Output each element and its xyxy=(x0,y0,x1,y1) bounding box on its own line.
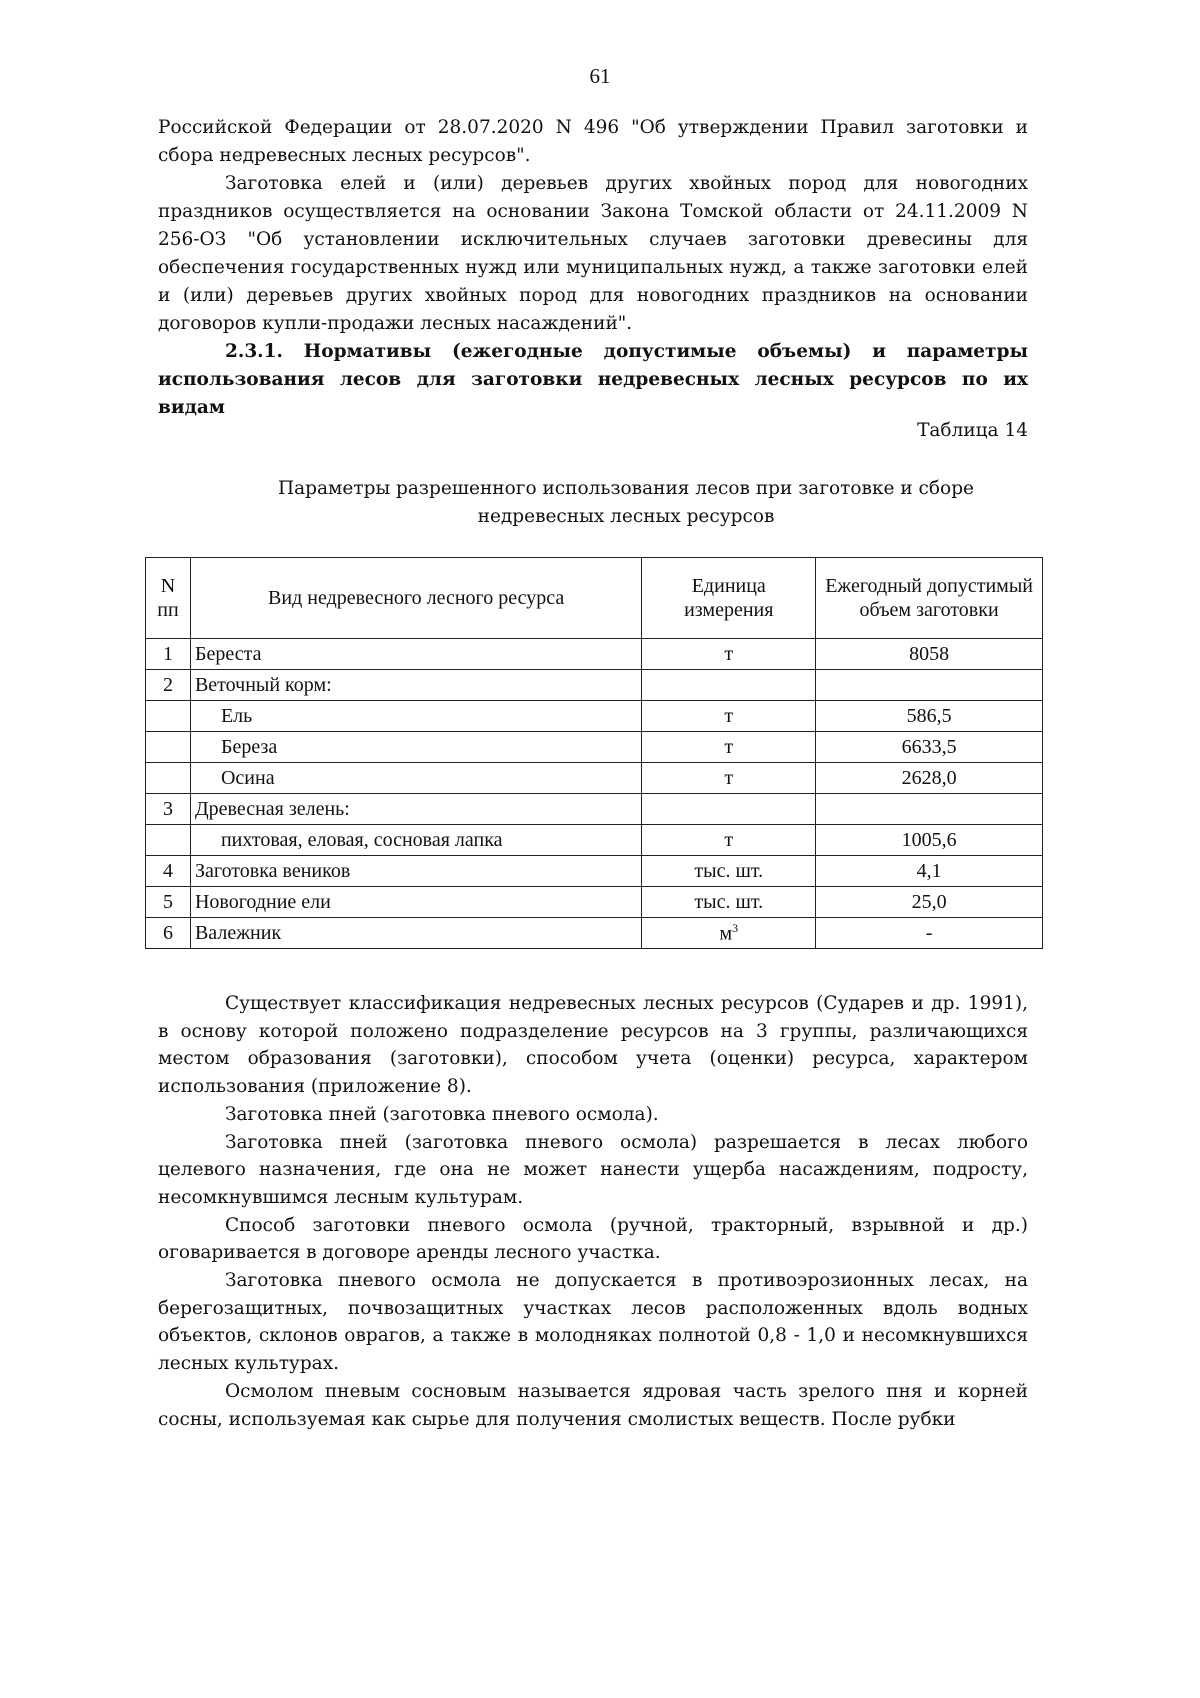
cell-unit: т xyxy=(642,701,816,732)
table-row xyxy=(146,701,1043,732)
table-row xyxy=(146,794,1043,825)
table-row xyxy=(146,856,1043,887)
cell-number xyxy=(146,732,191,763)
cell-number xyxy=(146,763,191,794)
body-paragraph: Заготовка пневого осмола не допускается в противоэрозионных лесах, на берегозащитных, почвозащитных участках лесов расположенных вдоль водных объектов, склонов оврагов, а также в молодняках полнотой 0,8 - 1,0 и несомкнувшихся лесных культурах. xyxy=(158,1270,1028,1375)
cell-resource: пихтовая, еловая, сосновая лапка xyxy=(190,825,641,856)
cell-number: 2 xyxy=(146,670,191,701)
cell-number: 1 xyxy=(146,639,191,670)
resources-table xyxy=(145,557,1043,949)
cell-unit: т xyxy=(642,639,816,670)
cell-resource: Ель xyxy=(190,701,641,732)
cell-resource: Новогодние ели xyxy=(190,887,641,918)
header-number: N пп xyxy=(146,558,191,639)
cell-unit xyxy=(642,670,816,701)
cell-number: 3 xyxy=(146,794,191,825)
cell-resource: Веточный корм: xyxy=(190,670,641,701)
table-row xyxy=(146,918,1043,949)
cell-number: 4 xyxy=(146,856,191,887)
cell-volume: 4,1 xyxy=(816,856,1043,887)
table-row xyxy=(146,763,1043,794)
page-number: 61 xyxy=(589,64,611,88)
body-paragraph: Осмолом пневым сосновым называется ядровая часть зрелого пня и корней сосны, используемая как сырье для получения смолистых веществ. После рубки xyxy=(158,1380,1028,1430)
cell-resource: Древесная зелень: xyxy=(190,794,641,825)
body-paragraph: Существует классификация недревесных лесных ресурсов (Сударев и др. 1991), в основу которой положено подразделение ресурсов на 3 группы, различающихся местом образования (заготовки), способом учета (оценки) ресурса, характером использования (приложение 8). xyxy=(158,993,1028,1098)
header-resource: Вид недревесного лесного ресурса xyxy=(190,558,641,639)
cell-volume: 8058 xyxy=(816,639,1043,670)
table-caption: Параметры разрешенного использования лесов при заготовке и сборе недревесных лесных ресурсов xyxy=(278,478,974,527)
table-row xyxy=(146,639,1043,670)
cell-resource: Валежник xyxy=(190,918,641,949)
cell-unit xyxy=(642,794,816,825)
cell-resource: Осина xyxy=(190,763,641,794)
section-heading: 2.3.1. Нормативы (ежегодные допустимые объемы) и параметры использования лесов для заготовки недревесных лесных ресурсов по их видам xyxy=(158,341,1028,418)
intro-paragraph-1: Российской Федерации от 28.07.2020 N 496 "Об утверждении Правил заготовки и сбора недревесных лесных ресурсов". xyxy=(158,117,1028,166)
cell-volume: 586,5 xyxy=(816,701,1043,732)
cell-unit: т xyxy=(642,732,816,763)
cell-number xyxy=(146,825,191,856)
cell-volume xyxy=(816,794,1043,825)
header-unit: Единица измерения xyxy=(642,558,816,639)
table-label: Таблица 14 xyxy=(917,420,1028,441)
cell-volume xyxy=(816,670,1043,701)
intro-section xyxy=(158,114,1028,422)
cell-unit: тыс. шт. xyxy=(642,887,816,918)
table-header-row xyxy=(146,558,1043,639)
table-row xyxy=(146,825,1043,856)
cell-unit: т xyxy=(642,825,816,856)
cell-resource: Береста xyxy=(190,639,641,670)
unit-superscript: 3 xyxy=(732,920,739,935)
cell-volume: 25,0 xyxy=(816,887,1043,918)
table-row xyxy=(146,670,1043,701)
header-volume: Ежегодный допустимый объем заготовки xyxy=(816,558,1043,639)
cell-resource: Береза xyxy=(190,732,641,763)
cell-unit: $м^3$ xyxy=(642,918,816,949)
cell-resource: Заготовка веников xyxy=(190,856,641,887)
body-paragraph: Заготовка пней (заготовка пневого осмола). xyxy=(225,1103,659,1125)
intro-paragraph-2: Заготовка елей и (или) деревьев других хвойных пород для новогодних праздников осуществляется на основании Закона Томской области от 24.11.2009 N 256-ОЗ "Об установлении исключительных случаев заготовки древесины для обеспечения государственных нужд или муниципальных нужд, а также заготовки елей и (или) деревьев других хвойных пород для новогодних праздников на основании договоров купли-продажи лесных насаждений". xyxy=(158,173,1028,334)
cell-unit: тыс. шт. xyxy=(642,856,816,887)
cell-number: 6 xyxy=(146,918,191,949)
cell-volume: 2628,0 xyxy=(816,763,1043,794)
cell-number: 5 xyxy=(146,887,191,918)
body-text xyxy=(158,990,1028,1433)
table-row xyxy=(146,887,1043,918)
cell-unit: т xyxy=(642,763,816,794)
body-paragraph: Способ заготовки пневого осмола (ручной, тракторный, взрывной и др.) оговаривается в договоре аренды лесного участка. xyxy=(158,1214,1028,1264)
cell-volume: 1005,6 xyxy=(816,825,1043,856)
body-paragraph: Заготовка пней (заготовка пневого осмола) разрешается в лесах любого целевого назначения, где она не может нанести ущерба насаждениям, подросту, несомкнувшимся лесным культурам. xyxy=(158,1131,1028,1208)
cell-volume: - xyxy=(816,918,1043,949)
cell-volume: 6633,5 xyxy=(816,732,1043,763)
table-row xyxy=(146,732,1043,763)
cell-number xyxy=(146,701,191,732)
